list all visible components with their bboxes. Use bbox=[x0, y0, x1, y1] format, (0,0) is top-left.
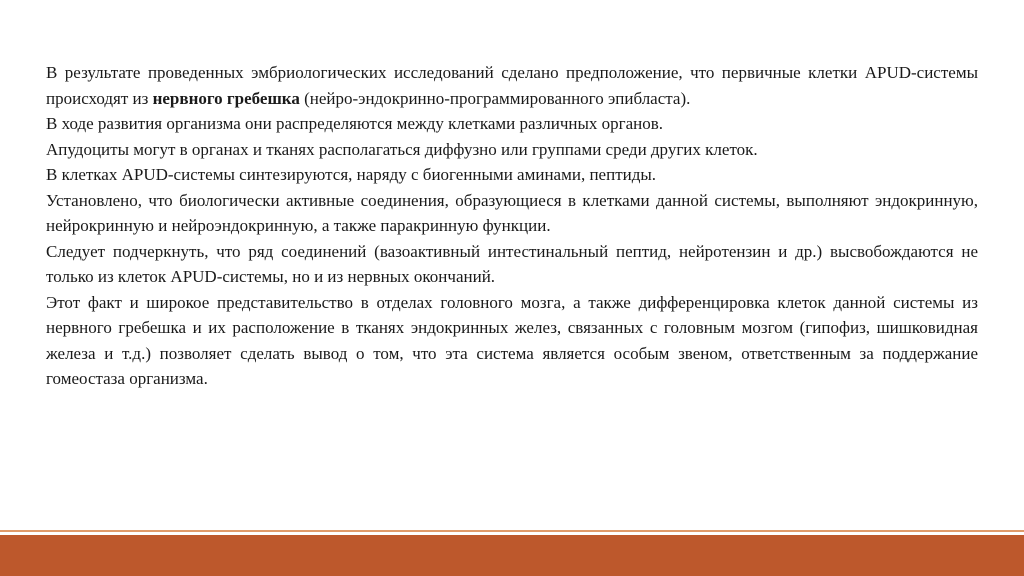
neural-crest-emphasis: нервного гребешка bbox=[152, 88, 300, 108]
paragraph-distribution: В ходе развития организма они распределяются между клетками различных органов. bbox=[46, 114, 664, 133]
paragraph-functions: Установлено, что биологически активные соединения, образующиеся в клетками данной системы, выполняют эндокринную, нейрокринную и нейроэндокринную, а также паракринную функции. bbox=[46, 190, 978, 235]
slide-body-text bbox=[46, 60, 978, 392]
footer-accent-line bbox=[0, 530, 1024, 532]
paragraph-origin bbox=[46, 60, 978, 111]
paragraph-release: Следует подчеркнуть, что ряд соединений (вазоактивный интестинальный пептид, нейротензин и др.) высвобождаются не только из клеток APUD-системы, но и из нервных окончаний. bbox=[46, 241, 978, 286]
paragraph-apudocytes: Апудоциты могут в органах и тканях располагаться диффузно или группами среди других клеток. bbox=[46, 139, 758, 159]
paragraph-conclusion: Этот факт и широкое представительство в отделах головного мозга, а также дифференцировка клеток данной системы из нервного гребешка и их расположение в тканях эндокринных желез, связанных с головным мозгом (гипофиз, шишковидная железа и т.д.) позволяет сделать вывод о том, что эта система является особым звеном, ответственным за поддержание гомеостаза организма. bbox=[46, 292, 978, 388]
paragraph-origin-text-start: В результате проведенных эмбриологических исследований сделано предположение, что первичные клетки APUD-системы происходят из bbox=[46, 63, 978, 108]
footer-bar bbox=[0, 535, 1024, 576]
paragraph-origin-text-end: (нейро-эндокринно-программированного эпибласта). bbox=[299, 88, 691, 108]
paragraph-synthesis: В клетках APUD-системы синтезируются, наряду с биогенными аминами, пептиды. bbox=[46, 165, 657, 184]
